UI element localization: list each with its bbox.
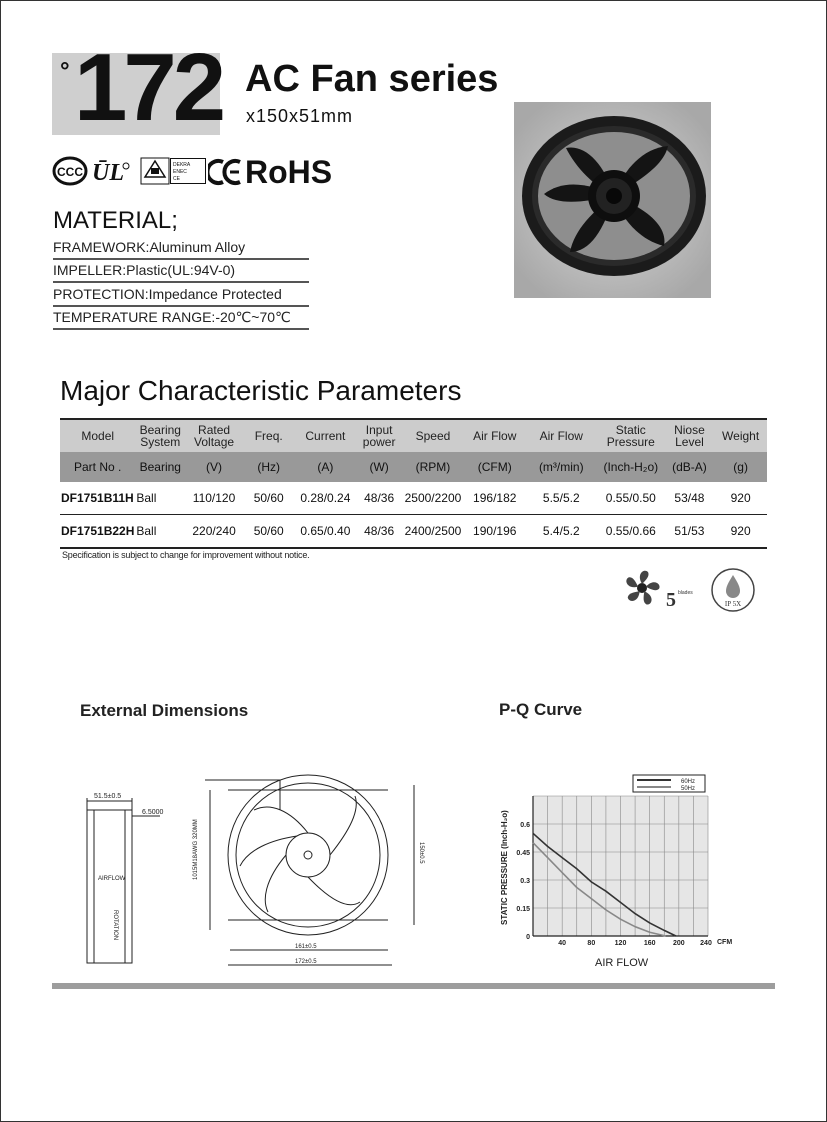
unit-cell: (g) [714,452,767,482]
table-cell: 0.55/0.66 [597,515,665,549]
table-cell: 50/60 [243,515,295,549]
lead-label: 1015M18AWG 320MM [193,819,199,880]
material-impeller: IMPELLER:Plastic(UL:94V-0) [53,259,309,283]
material-temperature: TEMPERATURE RANGE:-20℃~70℃ [53,306,309,330]
blades-label: blades [678,590,693,596]
unit-cell: (Inch-H₂o) [597,452,665,482]
legend-60hz: 60Hz [681,779,696,785]
col-freq: Freq. [243,419,295,452]
tuv-icon [140,157,170,185]
rotation-label: ROTATION [112,910,118,941]
tuv-line-3: CE [173,176,180,182]
parameters-title: Major Characteristic Parameters [60,375,462,406]
height-label: 150±0.5 [418,842,424,864]
table-cell: 0.65/0.40 [295,515,357,549]
table-cell: 196/182 [464,482,526,515]
table-cell: 48/36 [356,515,402,549]
table-cell: 2400/2500 [402,515,464,549]
unit-cell: (A) [295,452,357,482]
inner-width-label: 161±0.5 [295,944,317,950]
y-tick-label: 0.45 [516,850,530,857]
x-tick-label: 40 [558,940,567,947]
col-power: Input power [356,419,402,452]
table-unit-row [60,452,767,482]
tuv-line-2: ENEC [173,169,187,175]
col-model: Model [60,419,135,452]
col-speed: Speed [402,419,464,452]
y-axis-title: STATIC PRESSURE (Inch-H₂o) [500,810,509,925]
unit-cell: (Hz) [243,452,295,482]
ip-rating: IP 5X [724,600,742,608]
table-cell: DF1751B11H [60,482,135,515]
unit-cell: (V) [185,452,243,482]
cert-text-icon [170,158,206,184]
table-cell: 0.55/0.50 [597,482,665,515]
table-cell: 220/240 [185,515,243,549]
x-tick-label: 160 [643,940,656,947]
dimension-drawing [80,770,430,975]
side-width-label: 51.5±0.5 [94,793,122,800]
spec-note: Specification is subject to change for improvement without notice. [62,550,310,560]
y-tick-label: 0 [526,934,530,941]
table-cell: DF1751B22H [60,515,135,549]
table-cell: 5.5/5.2 [526,482,597,515]
x-tick-label: 200 [672,940,685,947]
model-number: 172 [74,34,223,141]
ul-icon [90,156,132,186]
x-tick-label: 120 [614,940,627,947]
unit-cell: (m³/min) [526,452,597,482]
side-offset-label: 6.5000 [142,809,164,816]
material-title: MATERIAL; [53,207,178,234]
pq-title: P-Q Curve [499,700,583,719]
table-cell: 110/120 [185,482,243,515]
x-tick-label: 240 [700,940,712,947]
table-cell: 0.28/0.24 [295,482,357,515]
col-voltage: Rated Voltage [185,419,243,452]
table-cell: 48/36 [356,482,402,515]
table-cell: 920 [714,482,767,515]
blades-count: 5 [666,589,676,611]
col-airflow-m3: Air Flow [526,419,597,452]
table-header-row [60,419,767,452]
col-bearing: Bearing System [135,419,185,452]
series-title: AC Fan series [245,58,499,100]
rohs-mark: RoHS [245,154,333,190]
y-tick-label: 0.15 [516,906,530,913]
ccc-icon [52,156,88,186]
unit-cell: (W) [356,452,402,482]
unit-cell: (dB-A) [665,452,715,482]
tuv-line-1: DEKRA [173,162,191,168]
legend-50hz: 50Hz [681,786,696,792]
table-cell: 50/60 [243,482,295,515]
parameters-table [60,418,767,549]
table-cell: 190/196 [464,515,526,549]
unit-cell: (RPM) [402,452,464,482]
x-tick-label: 80 [587,940,596,947]
material-framework: FRAMEWORK:Aluminum Alloy [53,236,309,260]
outer-width-label: 172±0.5 [295,959,317,965]
x-axis-title: AIR FLOW [595,957,649,969]
table-cell: 2500/2200 [402,482,464,515]
ce-icon [208,158,242,186]
dimensions-title: External Dimensions [80,701,249,720]
unit-cell: Bearing [135,452,185,482]
pq-chart [495,770,735,955]
svg-text:CCC: CCC [57,165,83,179]
table-cell: Ball [135,515,185,549]
unit-cell: (CFM) [464,452,526,482]
fan-size: x150x51mm [246,106,354,126]
col-pressure: Static Pressure [597,419,665,452]
airflow-label: AIRFLOW [98,876,126,882]
y-tick-label: 0.6 [520,822,530,829]
fan-photo [514,102,711,298]
svg-text:ŪL: ŪL [92,160,124,186]
table-cell: 920 [714,515,767,549]
x-unit-label: CFM [717,939,733,946]
material-protection: PROTECTION:Impedance Protected [53,283,309,307]
table-row [60,515,767,549]
table-cell: Ball [135,482,185,515]
ip-badge [710,567,756,613]
bottom-divider [52,983,775,989]
table-row [60,482,767,515]
y-tick-label: 0.3 [520,878,530,885]
model-prefix: ° [60,58,70,85]
col-weight: Weight [714,419,767,452]
col-current: Current [295,419,357,452]
col-noise: Niose Level [665,419,715,452]
col-airflow-cfm: Air Flow [464,419,526,452]
table-cell: 5.4/5.2 [526,515,597,549]
blades-badge [620,566,700,612]
unit-cell: Part No . [60,452,135,482]
table-cell: 53/48 [665,482,715,515]
table-cell: 51/53 [665,515,715,549]
